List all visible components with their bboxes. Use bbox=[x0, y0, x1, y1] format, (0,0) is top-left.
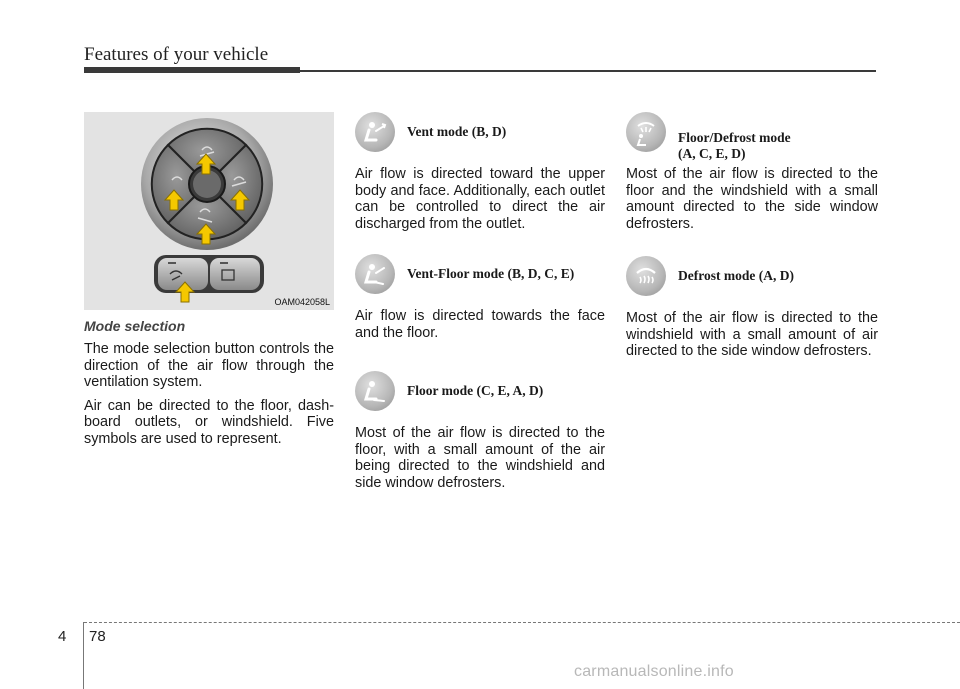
floor-defrost-mode-text: Most of the air flow is directed to the floor and the windshield with a small amount directed to the side window defrosters. bbox=[626, 166, 878, 232]
footer-divider bbox=[83, 622, 84, 689]
column-left bbox=[84, 112, 334, 454]
defrost-mode-icon bbox=[626, 256, 666, 296]
floor-mode-icon bbox=[355, 371, 395, 411]
intro-paragraph-2: Air can be directed to the floor, dash- board outlets, or windshield. Five symbols are used to represent. bbox=[84, 397, 334, 447]
figure-code: OAM042058L bbox=[274, 297, 330, 307]
vent-floor-mode-icon bbox=[355, 254, 395, 294]
page-number: 78 bbox=[89, 628, 106, 645]
section-heading: Mode selection bbox=[84, 318, 186, 334]
vent-mode bbox=[355, 112, 605, 232]
chapter-number: 4 bbox=[58, 628, 67, 645]
floor-defrost-title-line2: (A, C, E, D) bbox=[678, 146, 746, 161]
header-rule-thin bbox=[300, 70, 876, 72]
defrost-mode-title: Defrost mode (A, D) bbox=[678, 268, 794, 283]
intro-paragraph-1: The mode selection button controls the direction of the air flow through the ventilation system. bbox=[84, 341, 334, 390]
floor-mode-text: Most of the air flow is directed to the floor, with a small amount of the air being directed to the windshield and side window defrosters. bbox=[355, 425, 605, 491]
floor-defrost-mode-icon bbox=[626, 112, 666, 152]
floor-defrost-title-line1: Floor/Defrost mode bbox=[678, 130, 791, 145]
footer-rule bbox=[84, 622, 960, 623]
watermark: carmanualsonline.info bbox=[574, 663, 734, 680]
floor-defrost-mode bbox=[626, 112, 878, 232]
vent-mode-title: Vent mode (B, D) bbox=[407, 124, 507, 139]
floor-mode-title: Floor mode (C, E, A, D) bbox=[407, 383, 544, 398]
column-middle bbox=[355, 112, 605, 498]
defrost-mode-text: Most of the air flow is directed to the windshield with a small amount of air directed to the side window defrosters. bbox=[626, 310, 878, 359]
header-rule-thick bbox=[84, 67, 300, 73]
vent-floor-mode-text: Air flow is directed towards the face and the floor. bbox=[355, 308, 605, 341]
vent-floor-mode bbox=[355, 254, 605, 341]
defrost-mode bbox=[626, 256, 878, 360]
vent-mode-icon bbox=[355, 112, 395, 152]
vent-floor-mode-title: Vent-Floor mode (B, D, C, E) bbox=[407, 266, 575, 281]
floor-defrost-mode-title bbox=[678, 130, 878, 162]
mode-control-figure bbox=[84, 112, 334, 310]
page-header-title: Features of your vehicle bbox=[84, 44, 269, 65]
mode-selector-illustration bbox=[84, 112, 334, 310]
vent-mode-text: Air flow is directed toward the upper body and face. Additionally, each outlet can be controlled to direct the air discharged from the outlet. bbox=[355, 166, 605, 232]
column-right bbox=[626, 112, 878, 367]
floor-mode bbox=[355, 371, 605, 491]
